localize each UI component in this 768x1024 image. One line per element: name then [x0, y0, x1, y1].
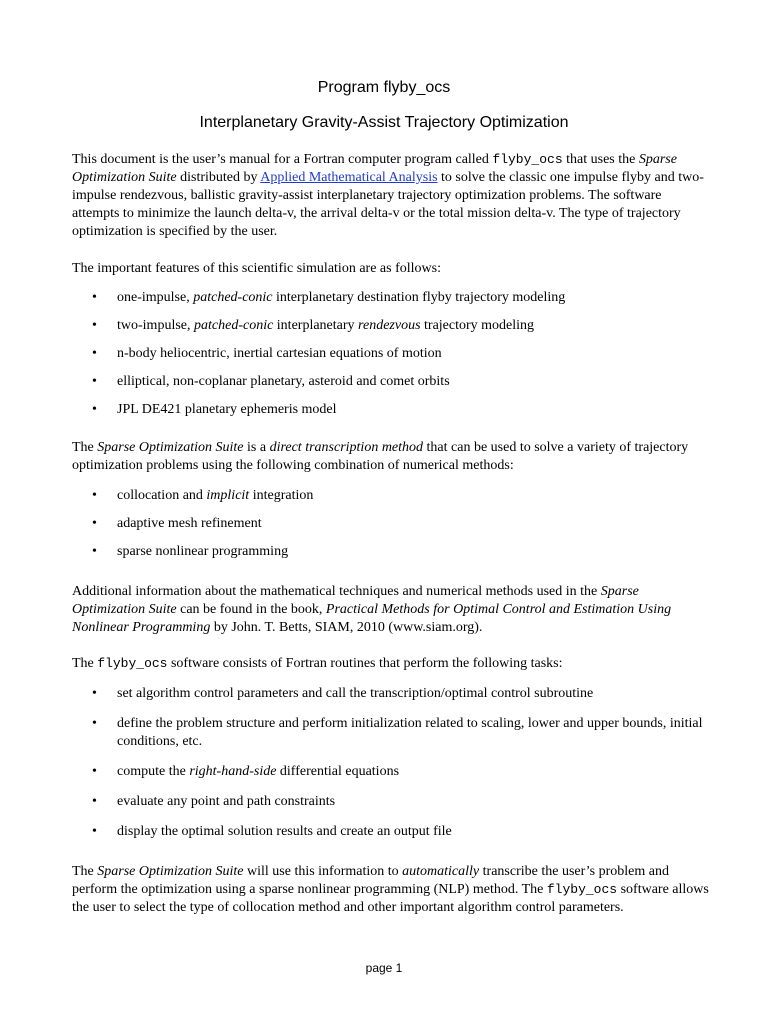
list-item — [72, 289, 712, 307]
list-item-text: compute the — [117, 764, 190, 779]
list-item-text: JPL DE421 planetary ephemeris model — [117, 402, 337, 417]
features-list — [72, 289, 712, 429]
automatically-italic: automatically — [402, 864, 480, 879]
list-item — [72, 401, 712, 419]
program-name-code: flyby_ocs — [546, 882, 618, 897]
features-intro-paragraph — [72, 260, 712, 278]
additional-text-3: by John. T. Betts, SIAM, 2010 (www.siam.org). — [210, 620, 483, 635]
bullet-icon: • — [92, 346, 97, 361]
list-item — [72, 317, 712, 335]
tasks-list — [72, 685, 712, 853]
additional-info-paragraph — [72, 583, 712, 637]
list-item — [72, 685, 712, 703]
list-item — [72, 823, 712, 841]
suite-name-italic: Sparse Optimization Suite — [72, 152, 677, 185]
list-item-text: evaluate any point and path constraints — [117, 794, 336, 809]
bullet-icon: • — [92, 374, 97, 389]
list-item — [72, 763, 712, 781]
page-number: page 1 — [365, 961, 403, 975]
intro-text-3: distributed by — [176, 170, 261, 185]
suite-name-italic: Sparse Optimization Suite — [72, 584, 639, 617]
list-item-text: differential equations — [276, 764, 400, 779]
additional-text-1: Additional information about the mathematical techniques and numerical methods used in the — [72, 584, 601, 599]
book-title-italic: Practical Methods for Optimal Control and Estimation Using Nonlinear Programming — [72, 602, 672, 635]
bullet-icon: • — [92, 318, 97, 333]
bullet-icon: • — [92, 544, 97, 559]
list-item-text: interplanetary destination flyby trajectory modeling — [272, 290, 566, 305]
list-item-text: integration — [249, 488, 314, 503]
tasks-intro-text-2: software consists of Fortran routines that perform the following tasks: — [167, 656, 563, 671]
closing-text-3: transcribe the user’s problem and perform the optimization using a sparse nonlinear programming (NLP) method. The — [72, 864, 670, 897]
list-item-text: two-impulse, — [117, 318, 194, 333]
additional-text-2: can be found in the book, — [176, 602, 326, 617]
list-item-text: display the optimal solution results and create an output file — [117, 824, 452, 839]
intro-text-1: This document is the user’s manual for a Fortran computer program called — [72, 152, 493, 167]
list-item-text: n-body heliocentric, inertial cartesian equations of motion — [117, 346, 442, 361]
features-intro-text: The important features of this scientific simulation are as follows: — [72, 261, 441, 276]
bullet-icon: • — [92, 290, 97, 305]
list-item-italic: rendezvous — [358, 318, 421, 333]
document-subtitle: Interplanetary Gravity-Assist Trajectory Optimization — [199, 114, 569, 131]
program-name-code: flyby_ocs — [97, 656, 168, 671]
bullet-icon: • — [92, 716, 97, 731]
bullet-icon: • — [92, 488, 97, 503]
methods-list — [72, 487, 712, 571]
bullet-icon: • — [92, 824, 97, 839]
intro-text-2: that uses the — [562, 152, 639, 167]
list-item-text: set algorithm control parameters and call the transcription/optimal control subroutine — [117, 686, 594, 701]
list-item — [72, 487, 712, 505]
intro-text-4: to solve the classic one impulse flyby and two-impulse rendezvous, ballistic gravity-assist interplanetary trajectory optimization problems. The software attempts to minimize the launch delta-v, the arrival delta-v or the total mission delta-v. The type of trajectory optimization is specified by the user. — [72, 170, 704, 239]
list-item — [72, 543, 712, 561]
list-item-italic: implicit — [206, 488, 250, 503]
list-item-text: adaptive mesh refinement — [117, 516, 262, 531]
list-item — [72, 515, 712, 533]
closing-text-4: software allows the user to select the type of collocation method and other important algorithm control parameters. — [72, 882, 709, 915]
list-item-text: sparse nonlinear programming — [117, 544, 289, 559]
list-item — [72, 715, 712, 751]
tasks-intro-text-1: The — [72, 656, 98, 671]
closing-text-1: The — [72, 864, 98, 879]
suite-name-italic: Sparse Optimization Suite — [97, 864, 244, 879]
program-name-code: flyby_ocs — [492, 152, 563, 167]
list-item-text: trajectory modeling — [420, 318, 535, 333]
list-item — [72, 793, 712, 811]
suite-text-2: is a — [243, 440, 270, 455]
intro-paragraph — [72, 151, 712, 241]
list-item-text: elliptical, non-coplanar planetary, asteroid and comet orbits — [117, 374, 450, 389]
bullet-icon: • — [92, 764, 97, 779]
bullet-icon: • — [92, 516, 97, 531]
list-item-text: collocation and — [117, 488, 207, 503]
document-title: Program flyby_ocs — [317, 79, 451, 96]
list-item-text: interplanetary — [273, 318, 359, 333]
list-item-text: one-impulse, — [117, 290, 194, 305]
list-item-text: define the problem structure and perform initialization related to scaling, lower and upper bounds, initial conditions, etc. — [117, 716, 703, 749]
tasks-intro-paragraph — [72, 655, 712, 673]
list-item — [72, 345, 712, 363]
closing-text-2: will use this information to — [243, 864, 403, 879]
list-item — [72, 373, 712, 391]
suite-text-1: The — [72, 440, 98, 455]
list-item-italic: patched-conic — [193, 290, 273, 305]
suite-text-3: that can be used to solve a variety of trajectory optimization problems using the following combination of numerical methods: — [72, 440, 689, 473]
suite-name-italic: Sparse Optimization Suite — [97, 440, 244, 455]
applied-mathematical-analysis-link[interactable]: Applied Mathematical Analysis — [260, 170, 438, 185]
list-item-italic: patched-conic — [194, 318, 274, 333]
bullet-icon: • — [92, 686, 97, 701]
bullet-icon: • — [92, 794, 97, 809]
suite-paragraph — [72, 439, 712, 475]
bullet-icon: • — [92, 402, 97, 417]
method-name-italic: direct transcription method — [269, 440, 424, 455]
list-item-italic: right-hand-side — [189, 764, 277, 779]
closing-paragraph — [72, 863, 712, 917]
